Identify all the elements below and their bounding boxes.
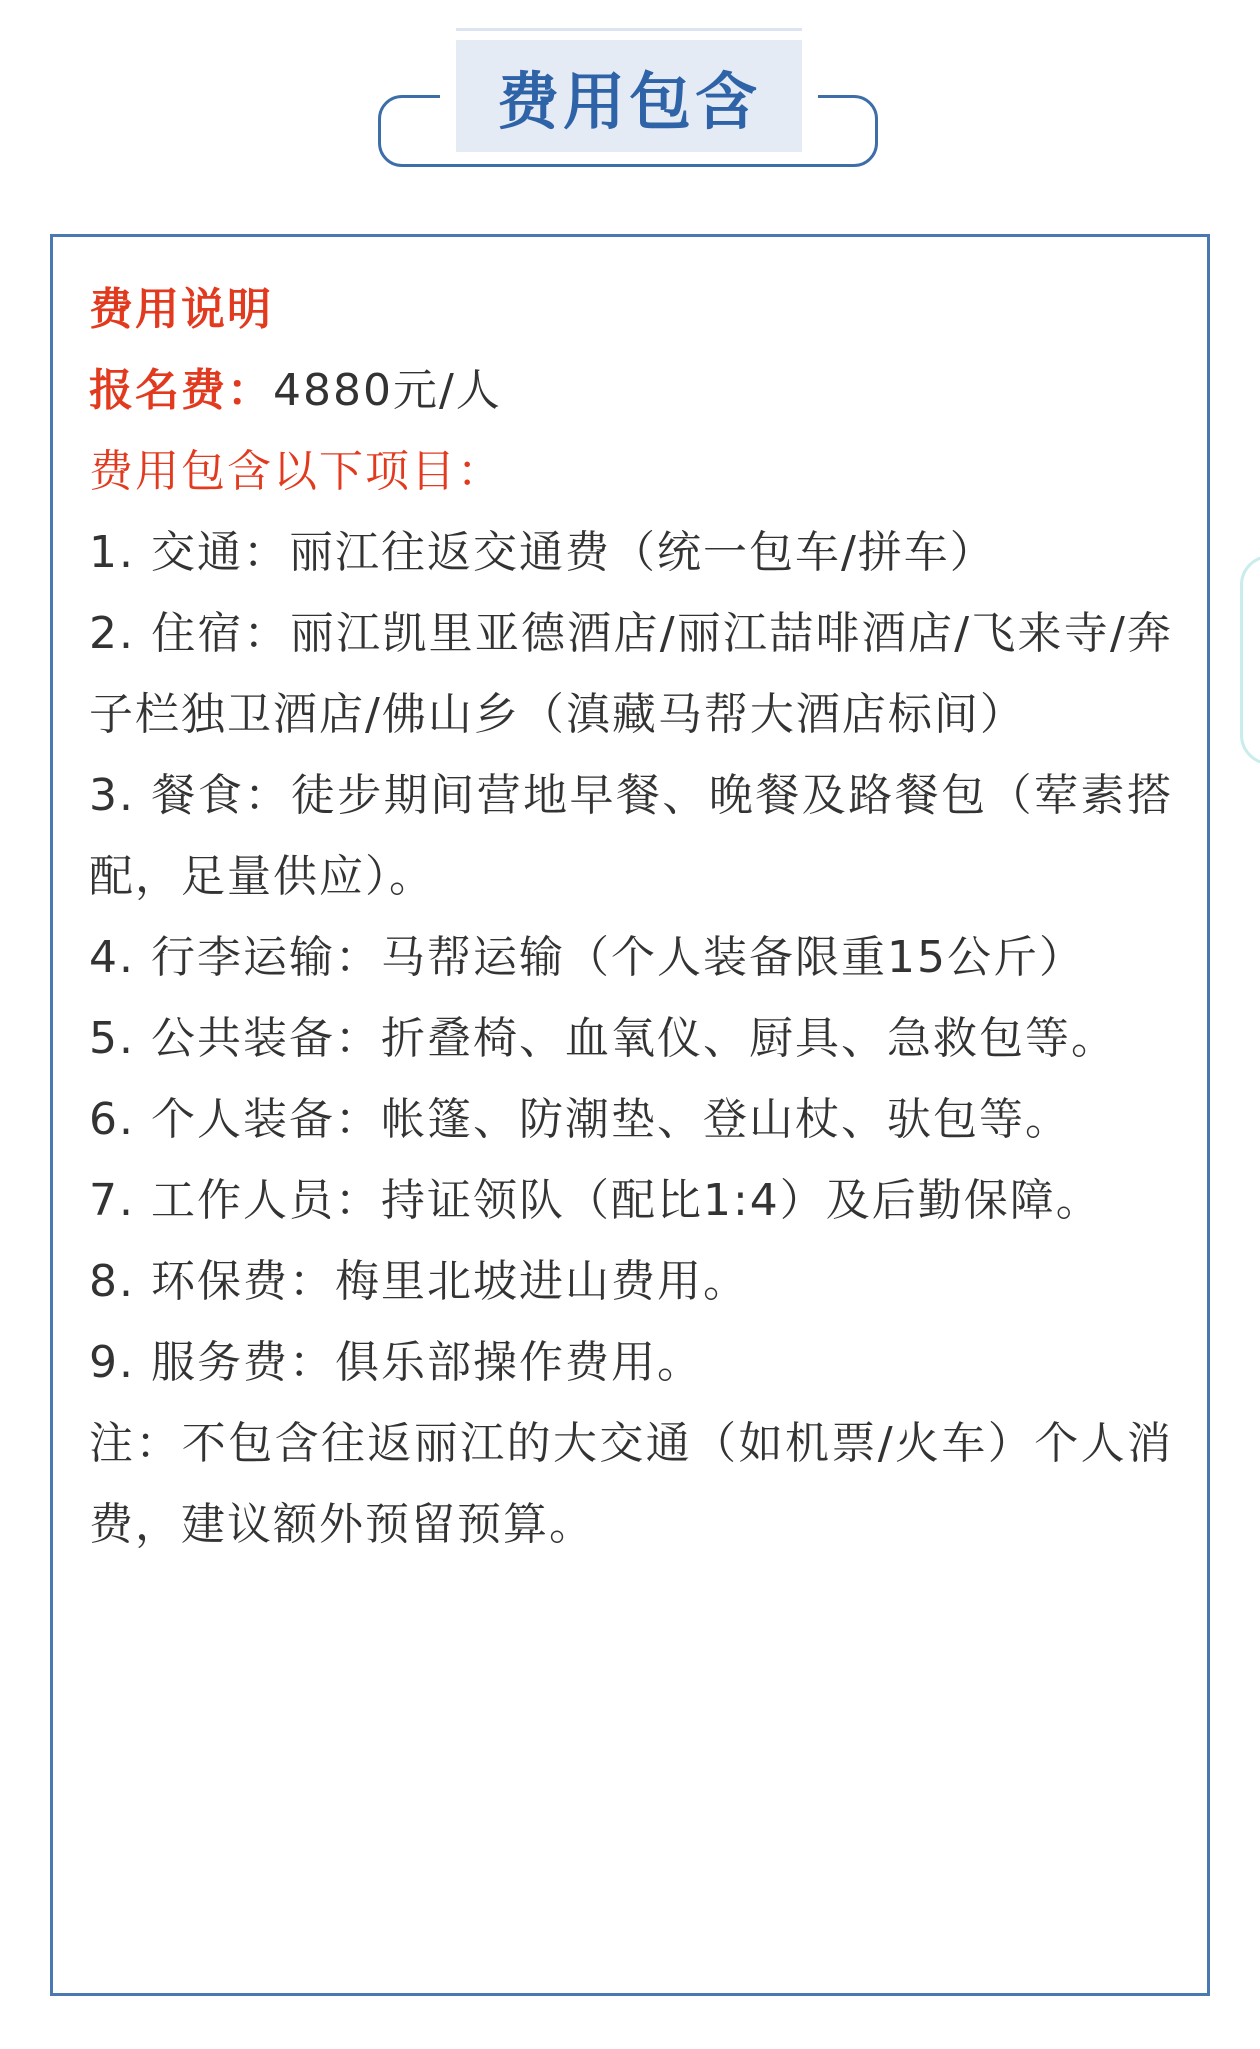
header-title-box — [456, 40, 802, 152]
section-header — [0, 0, 1260, 200]
fee-line — [89, 350, 1173, 431]
fee-label: 报名费： — [89, 365, 273, 416]
list-item-personal-gear: 6. 个人装备：帐篷、防潮垫、登山杖、驮包等。 — [89, 1094, 1071, 1145]
edge-decoration — [1240, 555, 1260, 765]
list-item-meals: 3. 餐食：徒步期间营地早餐、晚餐及路餐包（荤素搭配，足量供应）。 — [89, 770, 1173, 902]
section-title: 费用包含 — [496, 64, 761, 138]
list-item-eco-fee: 8. 环保费：梅里北坡进山费用。 — [89, 1256, 749, 1307]
list-item-transport: 1. 交通：丽江往返交通费（统一包车/拼车） — [89, 527, 996, 578]
note-text: 注：不包含往返丽江的大交通（如机票/火车）个人消费，建议额外预留预算。 — [89, 1418, 1173, 1550]
fee-details-panel — [50, 234, 1210, 1996]
list-item-staff: 7. 工作人员：持证领队（配比1:4）及后勤保障。 — [89, 1175, 1102, 1226]
list-item-luggage: 4. 行李运输：马帮运输（个人装备限重15公斤） — [89, 932, 1085, 983]
fee-value: 4880元/人 — [273, 365, 502, 416]
list-item-public-gear: 5. 公共装备：折叠椅、血氧仪、厨具、急救包等。 — [89, 1013, 1117, 1064]
list-item-service-fee: 9. 服务费：俱乐部操作费用。 — [89, 1337, 703, 1388]
includes-heading: 费用包含以下项目： — [89, 446, 503, 497]
list-item-accommodation: 2. 住宿：丽江凯里亚德酒店/丽江喆啡酒店/飞来寺/奔子栏独卫酒店/佛山乡（滇藏马帮大酒店标间） — [89, 608, 1173, 740]
header-top-line — [456, 28, 802, 31]
fee-heading: 费用说明 — [89, 284, 273, 335]
